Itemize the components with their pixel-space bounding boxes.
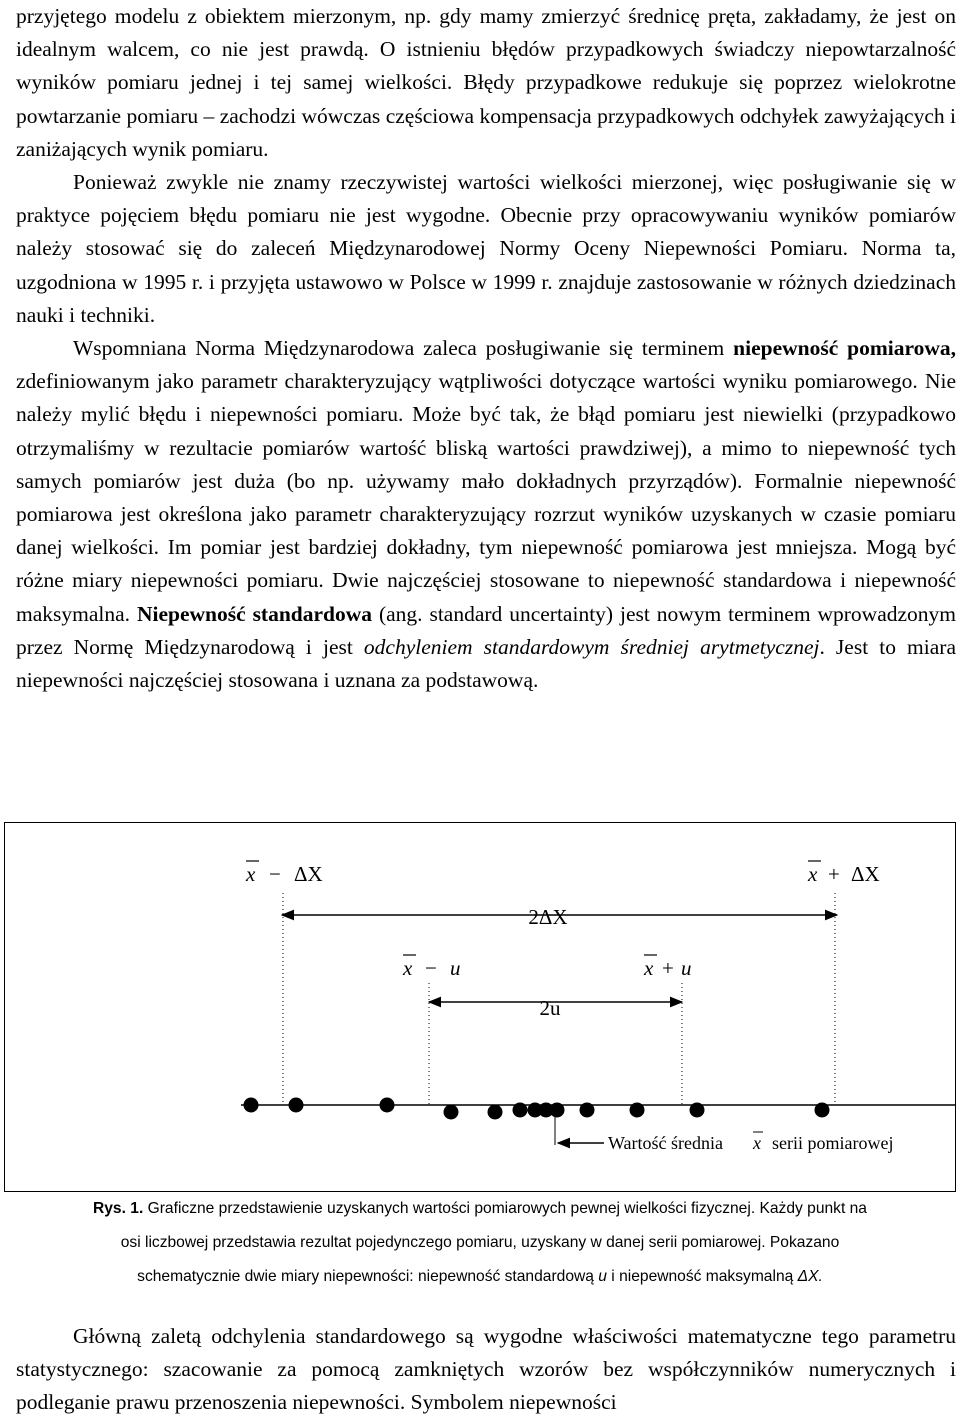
caption-text-3b: i niepewność maksymalną [606, 1268, 798, 1285]
mean-label [608, 1132, 893, 1153]
minus-sign: − [269, 862, 281, 886]
xbar-symbol: x [753, 1133, 761, 1153]
p3-text-b: zdefiniowanym jako parametr charakteryzujący wątpliwości dotyczące wartości wyniku pomiarowego. Nie należy mylić błędu i niepewności pomiaru. Może być tak, że błąd pomiaru jest niewielki (przypadkowo otrzymaliśmy w rezultacie pomiarów wartość bliską wartości prawdziwej), a mimo to niepewność tych samych pomiarów jest duża (bo np. używamy mało dokładnych przyrządów). Formalnie niepewność pomiarowa jest określona jako parametr charakteryzujący rozrzut wyników uzyskanych w czasie pomiaru danej wielkości. Im pomiar jest bardziej dokładny, tym niepewność pomiarowa jest mniejsza. Mogą być różne miary niepewności pomiaru. Dwie najczęściej stosowane to niepewność standardowa i niepewność maksymalna. [16, 369, 956, 626]
caption-dx-symbol: ΔX. [797, 1268, 823, 1285]
mean-label-text-b: serii pomiarowej [772, 1133, 894, 1153]
figure-box [4, 822, 956, 1192]
p3-text-c: (ang. standard uncertainty) jest nowym terminem wprowadzonym przez Normę Międzynarodową i jest [16, 601, 956, 659]
xbar-symbol: x [808, 862, 818, 886]
label-x-plus-u [643, 955, 692, 980]
p3-italic-definition: odchyleniem standardowym średniej arytmetycznej [363, 634, 820, 659]
xbar-symbol: x [403, 956, 413, 980]
plus-sign: + [828, 862, 840, 886]
measurement-point [690, 1103, 705, 1118]
label-2u: 2u [539, 996, 561, 1020]
caption-text-1: Graficzne przedstawienie uzyskanych wartości pomiarowych pewnej wielkości fizycznej. Każdy punkt na [143, 1200, 867, 1217]
measurement-point [580, 1103, 595, 1118]
label-x-minus-dx [245, 861, 323, 886]
body-text-continued [16, 1320, 956, 1420]
xbar-symbol: x [644, 956, 654, 980]
xbar-symbol: x [246, 862, 256, 886]
measurement-point [513, 1103, 528, 1118]
paragraph-3 [16, 332, 956, 697]
measurement-point [444, 1105, 459, 1120]
measurement-point [244, 1098, 259, 1113]
measurement-point [289, 1098, 304, 1113]
caption-u-symbol: u [598, 1268, 607, 1285]
delta-x: ΔX [851, 862, 880, 886]
caption-text-3a: schematycznie dwie miary niepewności: niepewność standardową [137, 1268, 599, 1285]
measurement-point [488, 1105, 503, 1120]
label-2dx: 2ΔX [528, 905, 568, 929]
p3-text-a: Wspomniana Norma Międzynarodowa zaleca posługiwanie się terminem [73, 336, 734, 361]
label-x-minus-u [402, 955, 461, 980]
measurement-points [244, 1098, 830, 1120]
uncertainty-diagram [5, 823, 955, 1191]
caption-line-2: osi liczbowej przedstawia rezultat pojedynczego pomiaru, uzyskany w danej serii pomiarowej. Pokazano [120, 1234, 840, 1251]
body-text [16, 0, 956, 697]
measurement-point [550, 1103, 565, 1118]
u-symbol: u [450, 956, 461, 980]
paragraph-4: Główną zaletą odchylenia standardowego są wygodne właściwości matematyczne tego parametru statystycznego: szacowanie za pomocą zamkniętych wzorów bez współczynników numerycznych i podleganie prawu przenoszenia niepewności. Symbolem niepewności [16, 1324, 956, 1415]
paragraph-2: Ponieważ zwykle nie znamy rzeczywistej wartości wielkości mierzonej, więc posługiwanie się w praktyce pojęciem błędu pomiaru nie jest wygodne. Obecnie przy opracowywaniu wyników pomiarów należy stosować się do zaleceń Międzynarodowej Normy Oceny Niepewności Pomiaru. Norma ta, uzgodniona w 1995 r. i przyjęta ustawowo w Polsce w 1999 r. znajduje zastosowanie w różnych dziedzinach nauki i techniki. [16, 170, 956, 327]
measurement-point [630, 1103, 645, 1118]
measurement-point [380, 1098, 395, 1113]
mean-label-text-a: Wartość średnia [608, 1133, 724, 1153]
minus-sign: − [425, 956, 437, 980]
figure-caption [4, 1192, 956, 1294]
p3-text-d: . Jest to miara niepewności najczęściej stosowana i uznana za podstawową. [16, 634, 956, 693]
caption-line-3 [4, 1260, 956, 1294]
p3-term-standardowa: Niepewność standardowa [136, 601, 373, 626]
measurement-point [815, 1103, 830, 1118]
paragraph-1: przyjętego modelu z obiektem mierzonym, np. gdy mamy zmierzyć średnicę pręta, zakładamy, że jest on idealnym walcem, co nie jest prawdą. O istnieniu błędów przypadkowych świadczy niepowtarzalność wyników pomiaru jednej i tej samej wielkości. Błędy przypadkowe redukuje się poprzez wielokrotne powtarzanie pomiaru – zachodzi wówczas częściowa kompensacja przypadkowych odchyłek zawyżających i zaniżających wynik pomiaru. [16, 4, 956, 161]
p3-term-niepewnosc: niepewność pomiarowa, [733, 336, 957, 361]
label-x-plus-dx [807, 861, 880, 886]
delta-x: ΔX [294, 862, 323, 886]
plus-sign: + [662, 956, 674, 980]
caption-label: Rys. 1. [93, 1200, 144, 1217]
caption-line-1 [4, 1192, 956, 1226]
u-symbol: u [681, 956, 692, 980]
